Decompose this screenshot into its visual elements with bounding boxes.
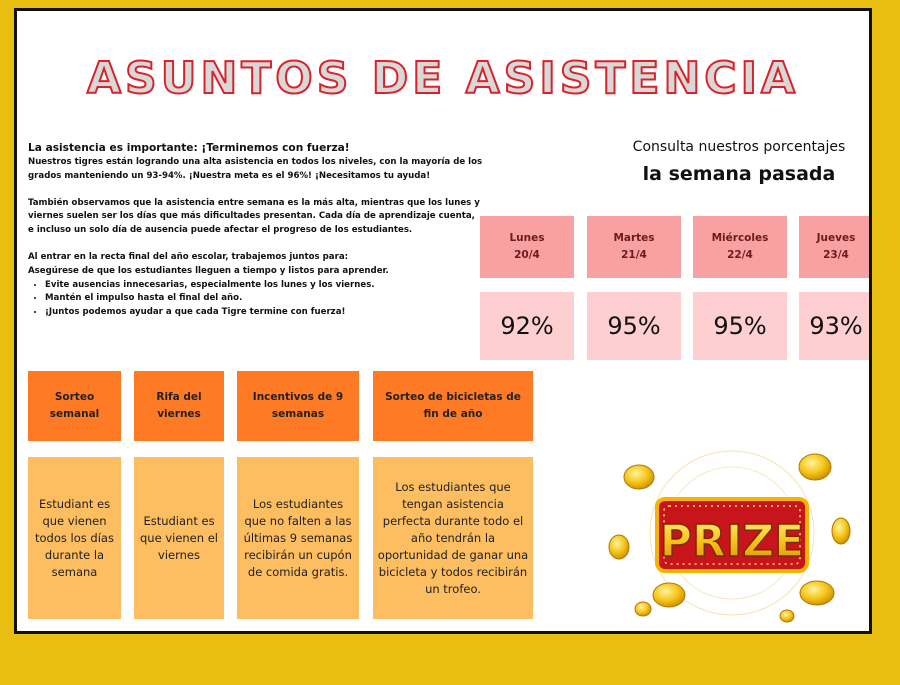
incentive-body-friday: Estudiant es que vienen el viernes: [134, 457, 224, 619]
tip-item: • Mantén el impulso hasta el final del año.: [45, 292, 483, 306]
week-heading-line-2: la semana pasada: [642, 163, 836, 185]
prize-illustration: [607, 441, 857, 626]
week-heading-line-1: Consulta nuestros porcentajes: [632, 139, 846, 155]
prize-label: PRIZE: [659, 516, 805, 567]
attendance-flyer: [14, 8, 872, 634]
intro-paragraph-1: Nuestros tigres están logrando una alta asistencia en todos los niveles, con la mayoría de los grados manteniendo un 93-94%. ¡Nuestra meta es el 96%! ¡Necesitamos tu ayuda!: [28, 157, 483, 181]
pct-monday: 92%: [480, 292, 574, 360]
day-header-thursday: [799, 216, 872, 278]
intro-paragraph-3-line-2: Asegúrese de que los estudiantes lleguen a tiempo y listos para aprender.: [28, 265, 389, 276]
coin-icon: [799, 454, 831, 480]
intro-text: [28, 141, 483, 320]
incentive-title-weekly: Sorteo semanal: [28, 371, 121, 441]
pct-wednesday: 95%: [693, 292, 787, 360]
page-title: ASUNTOS DE ASISTENCIA: [86, 53, 800, 104]
coin-icon: [653, 583, 685, 607]
tip-item: • ¡Juntos podemos ayudar a que cada Tigre termine con fuerza!: [45, 306, 483, 320]
day-header-tuesday: [587, 216, 681, 278]
incentive-body-bike-raffle: Los estudiantes que tengan asistencia perfecta durante todo el año tendrán la oportunidad de ganar una bicicleta y todos recibirán un trofeo.: [373, 457, 533, 619]
incentive-title-bike-raffle: Sorteo de bicicletas de fin de año: [373, 371, 533, 441]
incentive-title-friday: Rifa del viernes: [134, 371, 224, 441]
incentive-title-nine-weeks: Incentivos de 9 semanas: [237, 371, 359, 441]
incentive-body-weekly: Estudiant es que vienen todos los días durante la semana: [28, 457, 121, 619]
day-name: Miércoles: [711, 232, 769, 244]
pct-thursday: 93%: [799, 292, 872, 360]
coin-icon: [609, 535, 629, 559]
pct-tuesday: 95%: [587, 292, 681, 360]
day-header-monday: [480, 216, 574, 278]
coin-icon: [624, 465, 654, 489]
coin-icon: [832, 518, 850, 544]
day-name: Martes: [613, 232, 655, 244]
intro-paragraph-3-line-1: Al entrar en la recta final del año escolar, trabajemos juntos para:: [28, 251, 349, 262]
day-name: Lunes: [509, 232, 545, 244]
incentive-body-nine-weeks: Los estudiantes que no falten a las últimas 9 semanas recibirán un cupón de comida gratis.: [237, 457, 359, 619]
intro-heading: La asistencia es importante: ¡Terminemos con fuerza!: [28, 142, 350, 154]
day-date: 22/4: [727, 249, 753, 261]
coin-icon: [800, 581, 834, 605]
coin-icon: [635, 602, 651, 616]
coin-icon: [780, 610, 794, 622]
tips-list: [28, 279, 483, 320]
day-date: 20/4: [514, 249, 540, 261]
tip-item: • Evite ausencias innecesarias, especialmente los lunes y los viernes.: [45, 279, 483, 293]
intro-paragraph-2: También observamos que la asistencia entre semana es la más alta, mientras que los lunes y viernes suelen ser los días que más dificultades presentan. Cada día de aprendizaje cuenta, e incluso un solo día de ausencia puede afectar el progreso de los estudiantes.: [28, 197, 480, 236]
day-header-wednesday: [693, 216, 787, 278]
day-name: Jueves: [816, 232, 856, 244]
day-date: 21/4: [621, 249, 647, 261]
day-date: 23/4: [823, 249, 849, 261]
